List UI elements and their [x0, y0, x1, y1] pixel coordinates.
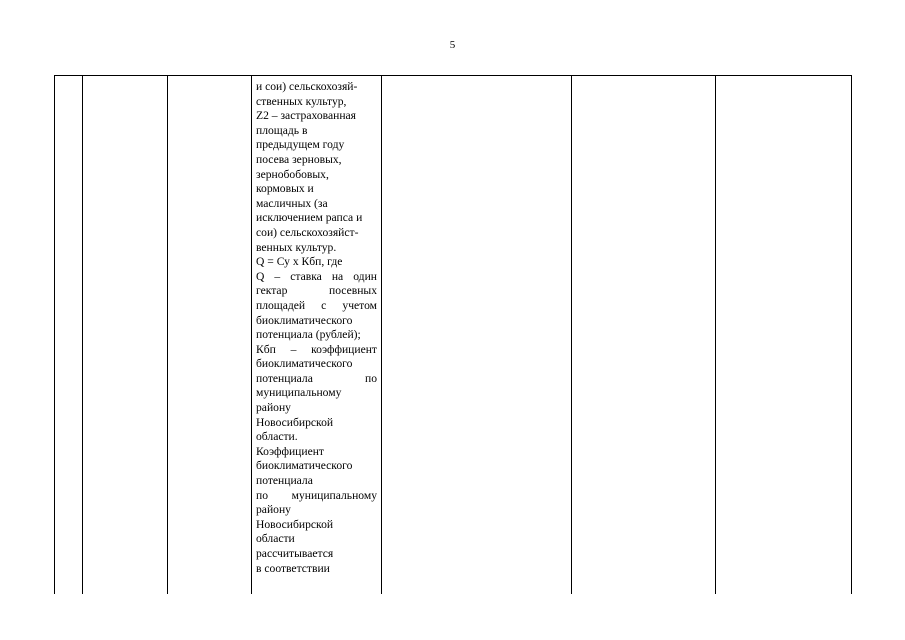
- table-column-border: [715, 76, 716, 594]
- table-cell-text: [256, 80, 377, 576]
- cell-line: биоклиматического: [256, 459, 353, 473]
- cell-line: Q – ставка на один: [256, 269, 377, 283]
- cell-line: биоклиматического: [256, 357, 353, 371]
- table-column-border: [381, 76, 382, 594]
- cell-line: Кбп – коэффициент: [256, 342, 377, 356]
- table-column-border: [82, 76, 83, 594]
- cell-line: по муниципальному: [256, 488, 377, 502]
- table-column-border: [167, 76, 168, 594]
- cell-line: в соответствии: [256, 561, 330, 575]
- page-number: 5: [449, 39, 456, 51]
- cell-line: Коэффициент: [256, 444, 324, 458]
- table-column-border: [851, 76, 852, 594]
- cell-line: потенциала по: [256, 371, 377, 385]
- cell-line: области: [256, 532, 295, 546]
- cell-line: ственных культур,: [256, 94, 347, 108]
- cell-line: Z2 – застрахованная: [256, 109, 357, 123]
- cell-line: зернобобовых,: [256, 167, 329, 181]
- cell-line: исключением рапса и: [256, 211, 363, 225]
- cell-line: масличных (за: [256, 196, 328, 210]
- cell-line: биоклиматического: [256, 313, 353, 327]
- cell-line: муниципальному: [256, 386, 342, 400]
- cell-line: району: [256, 503, 291, 517]
- cell-line: площадь в: [256, 123, 308, 137]
- table: [54, 75, 852, 594]
- cell-line: Новосибирской: [256, 415, 334, 429]
- cell-line: венных культур.: [256, 240, 337, 254]
- cell-line: сои) сельскохозяйст-: [256, 225, 359, 239]
- cell-line: кормовых и: [256, 182, 314, 196]
- table-column-border: [54, 76, 55, 594]
- cell-line: Новосибирской: [256, 517, 334, 531]
- table-column-border: [251, 76, 252, 594]
- cell-line: району: [256, 401, 291, 415]
- cell-line: и сои) сельскохозяй-: [256, 80, 358, 93]
- cell-line: рассчитывается: [256, 547, 334, 560]
- cell-line: гектар посевных: [256, 284, 377, 298]
- cell-line: площадей с учетом: [256, 298, 377, 312]
- cell-line: Q = Су х Кбп, где: [256, 255, 343, 269]
- table-column-border: [571, 76, 572, 594]
- cell-line: предыдущем году: [256, 138, 345, 152]
- cell-line: потенциала: [256, 474, 313, 488]
- cell-line: области.: [256, 430, 298, 444]
- cell-line: посева зерновых,: [256, 152, 342, 166]
- cell-line: потенциала (рублей);: [256, 328, 361, 342]
